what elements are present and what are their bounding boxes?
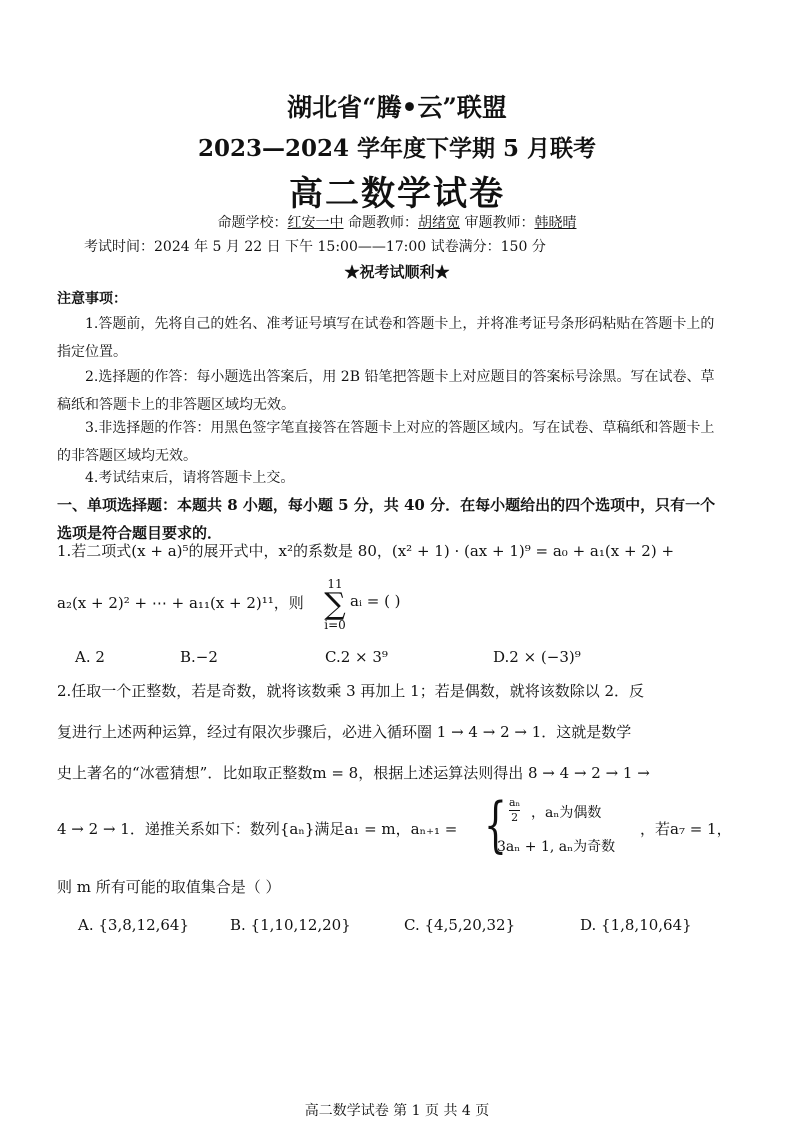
exam-term-title: 2023—2024 学年度下学期 5 月联考 <box>197 135 597 162</box>
q2-line5: 则 m 所有可能的取值集合是（ ） <box>57 878 281 896</box>
summation-symbol <box>320 578 350 632</box>
q1-option-b[interactable]: B.−2 <box>180 648 218 666</box>
page-footer: 高二数学试卷 第 1 页 共 4 页 <box>304 1103 490 1119</box>
fraction-a-n-over-2 <box>509 797 520 824</box>
note-3: 3.非选择题的作答：用黑色签字笔直接答在答题卡上对应的答题区域内。写在试卷、草稿纸和答题卡上的非答题区域均无效。 <box>57 420 715 464</box>
q2-option-d[interactable]: D. {1,8,10,64} <box>580 916 692 934</box>
sigma-icon: ∑ <box>324 587 346 622</box>
q1-line1: 1.若二项式(x + a)⁵的展开式中，x²的系数是 80，(x² + 1) · (ax + 1)⁹ = a₀ + a₁(x + 2) + <box>57 542 675 560</box>
exam-time: 考试时间：2024 年 5 月 22 日 下午 15:00——17:00 试卷满分：150 分 <box>84 239 546 255</box>
q1-option-c[interactable]: C.2 × 3⁹ <box>325 648 388 666</box>
fraction-denominator: 2 <box>511 811 519 824</box>
q2-option-b[interactable]: B. {1,10,12,20} <box>230 916 351 934</box>
notes-heading: 注意事项： <box>57 291 127 307</box>
teacher-label: 命题教师： <box>343 215 418 231</box>
q2-line4a: 4 → 2 → 1．递推关系如下：数列{aₙ}满足a₁ = m，aₙ₊₁ = <box>57 820 458 838</box>
q2-line4b: ，若a₇ = 1， <box>640 820 732 838</box>
case-odd: 3aₙ + 1, aₙ为奇数 <box>497 839 616 855</box>
sum-lower-limit: i=0 <box>324 618 346 632</box>
school-label: 命题学校： <box>217 215 288 231</box>
q2-option-c[interactable]: C. {4,5,20,32} <box>404 916 516 934</box>
alliance-title: 湖北省“腾•云”联盟 <box>287 93 507 122</box>
reviewer-name: 韩晓晴 <box>534 215 577 231</box>
q2-line3: 史上著名的“冰雹猜想”．比如取正整数m = 8，根据上述运算法则得出 8 → 4 → 2 → 1 → <box>57 764 650 782</box>
sum-upper-limit: 11 <box>327 577 343 591</box>
school-name: 红安一中 <box>287 215 344 231</box>
q2-line1: 2.任取一个正整数，若是奇数，就将该数乘 3 再加上 1；若是偶数，就将该数除以 2．反 <box>57 682 645 700</box>
q1-line2a: a₂(x + 2)² + ⋯ + a₁₁(x + 2)¹¹，则 <box>57 594 304 612</box>
q1-option-a[interactable]: A. 2 <box>75 648 105 666</box>
q1-option-d[interactable]: D.2 × (−3)⁹ <box>493 648 581 666</box>
reviewer-label: 审题教师： <box>460 215 535 231</box>
paper-title: 高二数学试卷 <box>289 174 505 214</box>
left-brace: { <box>484 790 507 860</box>
section-1-heading: 一、单项选择题：本题共 8 小题，每小题 5 分，共 40 分．在每小题给出的四个选项中，只有一个选项是符合题目要求的． <box>57 496 716 542</box>
author-info <box>0 212 794 232</box>
good-luck-line: ★祝考试顺利★ <box>344 263 450 281</box>
note-1: 1.答题前，先将自己的姓名、准考证号填写在试卷和答题卡上，并将准考证号条形码粘贴在答题卡上的指定位置。 <box>57 316 715 360</box>
q2-line2: 复进行上述两种运算，经过有限次步骤后，必进入循环圈 1 → 4 → 2 → 1．这就是数学 <box>57 723 632 741</box>
q2-option-a[interactable]: A. {3,8,12,64} <box>78 916 190 934</box>
q1-line2b: aᵢ = ( ) <box>350 592 401 610</box>
teacher-name: 胡绪宽 <box>418 215 460 231</box>
case-even: ，aₙ为偶数 <box>531 805 602 821</box>
note-4: 4.考试结束后，请将答题卡上交。 <box>85 470 295 486</box>
fraction-numerator: aₙ <box>509 796 521 809</box>
note-2: 2.选择题的作答：每小题选出答案后，用 2B 铅笔把答题卡上对应题目的答案标号涂黑。写在试卷、草稿纸和答题卡上的非答题区域均无效。 <box>57 369 715 413</box>
